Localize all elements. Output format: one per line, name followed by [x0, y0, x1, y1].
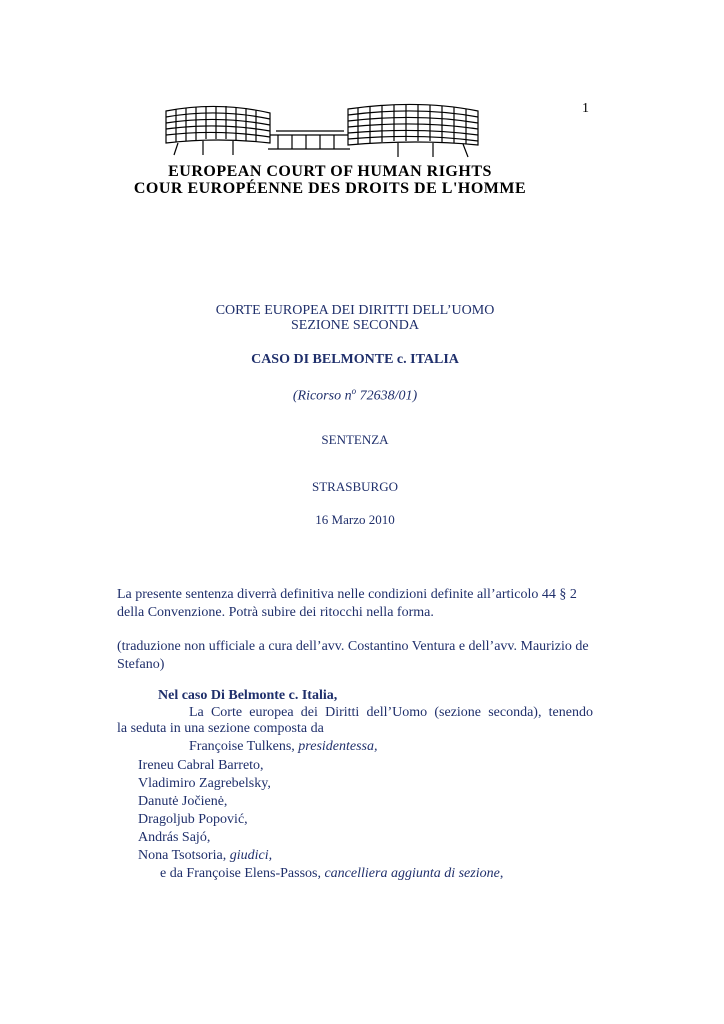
logo-title-english: EUROPEAN COURT OF HUMAN RIGHTS	[168, 163, 492, 180]
president: Françoise Tulkens, presidentessa,	[189, 739, 378, 754]
court-heading: CORTE EUROPEA DEI DIRITTI DELL’UOMO	[215, 303, 495, 318]
translation-note: (traduzione non ufficiale a cura dell’avv. Costantino Ventura e dell’avv. Maurizio de Stefano)	[117, 639, 589, 672]
judge: Ireneu Cabral Barreto,	[138, 758, 264, 773]
page-number: 1	[582, 101, 589, 116]
case-title: CASO DI BELMONTE c. ITALIA	[251, 352, 459, 367]
finality-notice: La presente sentenza diverrà definitiva nelle condizioni definite all’articolo 44 § 2 della Convenzione. Potrà subire dei ritocchi nella forma.	[117, 587, 577, 620]
judgment-date: 16 Marzo 2010	[315, 512, 395, 527]
court-composition-line2: la seduta in una sezione composta da	[117, 721, 324, 736]
judge: Nona Tsotsoria, giudici,	[138, 848, 273, 863]
document-type: SENTENZA	[321, 432, 389, 447]
application-number: (Ricorso $n^o$ 72638/01)	[292, 386, 418, 404]
court-building-icon	[158, 103, 488, 165]
registrar: e da Françoise Elens-Passos, cancelliera aggiunta di sezione,	[160, 866, 504, 881]
judge: Danutė Jočienė,	[138, 794, 228, 809]
case-intro: Nel caso Di Belmonte c. Italia,	[158, 688, 338, 703]
city: STRASBURGO	[312, 479, 398, 494]
judge: Dragoljub Popović,	[138, 812, 248, 827]
judge: András Sajó,	[138, 830, 211, 845]
court-composition-line1: La Corte europea dei Diritti dell’Uomo (sezione seconda), tenendo	[189, 705, 593, 720]
judge: Vladimiro Zagrebelsky,	[138, 776, 271, 791]
court-logo	[90, 103, 570, 198]
section-heading: SEZIONE SECONDA	[291, 318, 419, 333]
logo-title-french: COUR EUROPÉENNE DES DROITS DE L'HOMME	[133, 180, 527, 197]
